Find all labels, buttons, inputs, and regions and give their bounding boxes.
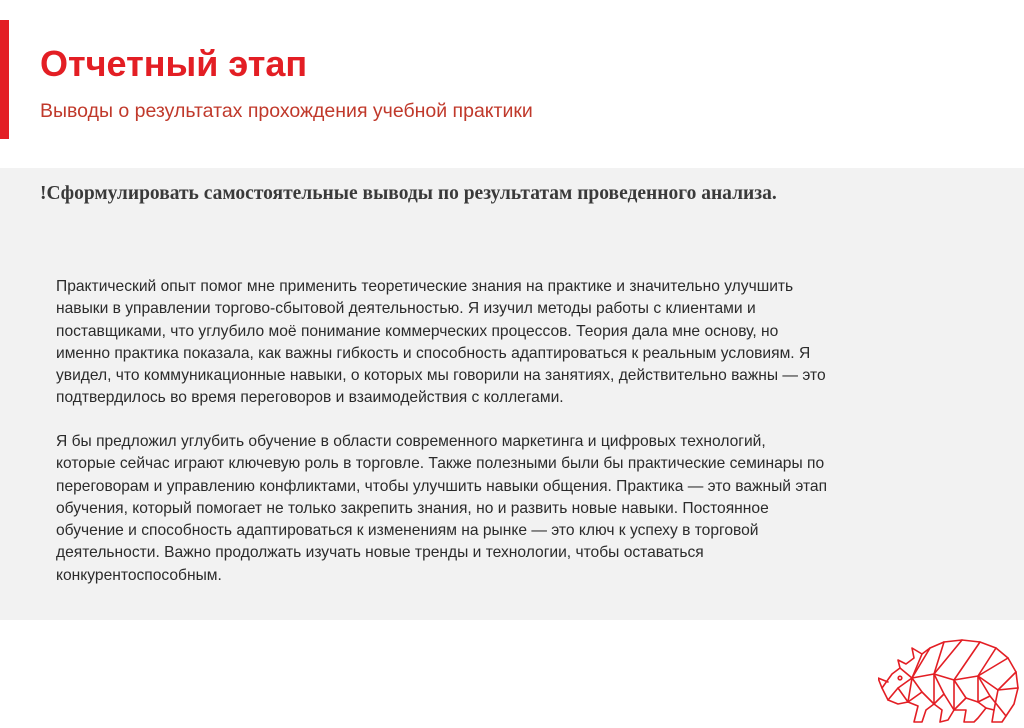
rhino-logo-icon <box>878 618 1024 723</box>
conclusion-paragraph-1: Практический опыт помог мне применить теоретические знания на практике и значительно улучшить навыки в управлении торгово-сбытовой деятельностью. Я изучил методы работы с клиентами и поставщиками, что углубило моё понимание коммерческих процессов. Теория дала мне основу, но именно практика показала, как важны гибкость и способность адаптироваться к реальным условиям. Я увидел, что коммуникационные навыки, о которых мы говорили на занятиях, действительно важны — это подтвердилось во время переговоров и взаимодействия с коллегами. <box>56 278 826 407</box>
panel-heading: !Сформулировать самостоятельные выводы по результатам проведенного анализа. <box>40 183 777 204</box>
accent-bar <box>0 20 9 139</box>
slide-subtitle: Выводы о результатах прохождения учебной практики <box>40 100 533 122</box>
slide-title: Отчетный этап <box>40 43 308 84</box>
conclusion-paragraph-2: Я бы предложил углубить обучение в области современного маркетинга и цифровых технологий, которые сейчас играют ключевую роль в торговле. Также полезными были бы практические семинары по переговорам и управлению конфликтами, чтобы улучшить навыки общения. Практика — это важный этап обучения, который помогает не только закрепить знания, но и развить новые навыки. Постоянное обучение и способность адаптироваться к изменениям на рынке — это ключ к успеху в торговой деятельности. Важно продолжать изучать новые тренды и технологии, чтобы оставаться конкурентоспособным. <box>56 433 828 584</box>
